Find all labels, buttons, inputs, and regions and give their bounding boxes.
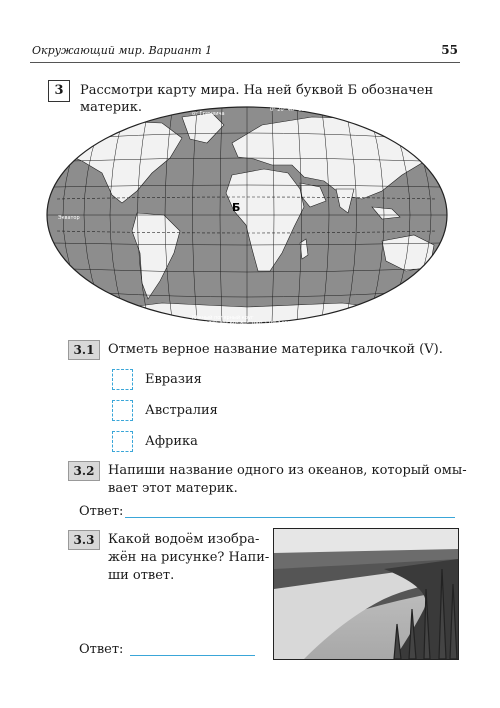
subtask-3-2-text-line2: вает этот материк.: [108, 481, 238, 496]
continent-marker-b: Б: [232, 201, 241, 214]
subtask-3-3-text-line3: ши ответ.: [108, 568, 175, 583]
map-top-degree-labels: 0° 20° 40° 60° 80° 100° 120° 140° 160° 180°: [270, 107, 386, 113]
river-photo: [273, 528, 459, 660]
map-bottom-degree-labels: 60° 120° 100° 80° 60° 40° 20° 0° 20° 40° 60° 80° 100° 120° 140° 160° 180°: [122, 321, 318, 327]
task-number: 3: [48, 80, 70, 102]
world-map: [42, 103, 452, 328]
option-eurasia: Евразия: [145, 372, 202, 387]
subtask-3-1-text: Отметь верное название материка галочкой (V).: [108, 342, 443, 357]
task-prompt: Рассмотри карту мира. На ней буквой Б обозначен материк.: [80, 83, 434, 115]
answer-field-3-2[interactable]: [125, 502, 455, 518]
running-title: Окружающий мир. Вариант 1: [32, 44, 213, 57]
checkbox-australia[interactable]: [112, 400, 133, 421]
checkbox-eurasia[interactable]: [112, 369, 133, 390]
subtask-3-3-number: 3.3: [68, 530, 100, 550]
subtask-3-2-text-line1: Напиши название одного из океанов, который омы-: [108, 463, 467, 478]
subtask-3-2-number: 3.2: [68, 461, 100, 481]
subtask-3-3-text-line2: жён на рисунке? Напи-: [108, 550, 270, 565]
subtask-3-3-text-line1: Какой водоём изобра-: [108, 532, 260, 547]
answer-label-3-2: Ответ:: [79, 504, 124, 519]
south-circle-label: Южный полярный круг: [192, 315, 254, 321]
page-number: 55: [441, 43, 458, 57]
meridian-label: от Гринвича: [192, 111, 225, 117]
equator-label: Экватор: [58, 215, 80, 221]
option-australia: Австралия: [145, 403, 218, 418]
checkbox-africa[interactable]: [112, 431, 133, 452]
answer-field-3-3[interactable]: [130, 640, 255, 656]
subtask-3-1-number: 3.1: [68, 340, 100, 360]
page-header: [30, 40, 460, 63]
answer-label-3-3: Ответ:: [79, 642, 124, 657]
option-africa: Африка: [145, 434, 198, 449]
